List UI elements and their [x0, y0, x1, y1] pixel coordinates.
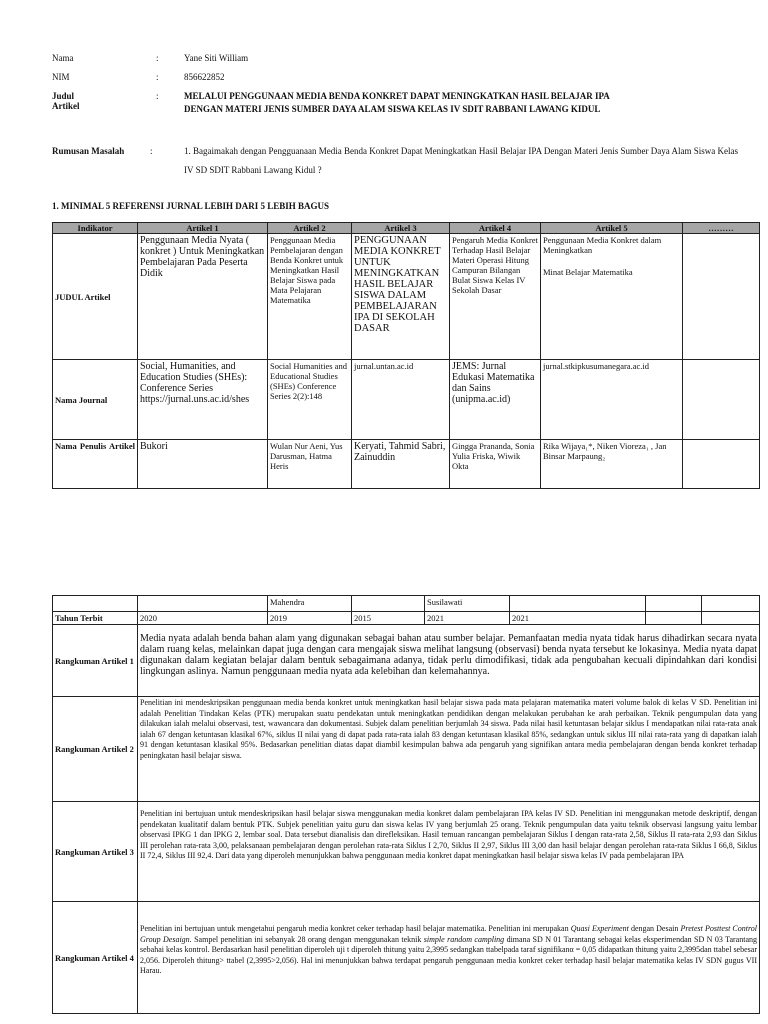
cell: Penggunaan Media Pembelajaran dengan Benda Konkret untuk Meningkatkan Hasil Belajar Siswa pada Mata Pelajaran Matematika [268, 234, 352, 360]
nama-label: Nama [52, 53, 74, 63]
summary-italic: simple random campling [423, 934, 505, 944]
reference-table [52, 222, 760, 489]
cell: jurnal.untan.ac.id [352, 360, 450, 440]
cell [702, 612, 760, 625]
cell: Rika Wijaya₁*, Niken Vioreza₁ , Jan Binsar Marpaung₂ [541, 440, 683, 489]
summary-text: dengan Desain [628, 924, 681, 933]
col-header: Indikator [53, 223, 138, 234]
row-label: Nama Journal [53, 360, 138, 440]
colon: : [156, 91, 159, 101]
col-header: ……… [683, 223, 760, 234]
summary-cell [138, 902, 760, 1014]
table-row [53, 440, 760, 489]
cell: Susilawati [425, 596, 510, 612]
summary-cell: Penelitian ini mendeskripsikan penggunaan media benda konkret untuk meningkatkan hasil belajar siswa pada mata pelajaran matematika materi volume balok di kelas V SD. Penelitian ini adalah Penelitian Tindakan Kelas (PTK) merupakan suatu pendekatan untuk meningkatkan pendidikan dengan melakukan perubahan ke arah perbaikan. Teknik pengumpulan data yang dilakukan ialah melalui observasi, test, wawancara dan dokumentasi. Subjek dalam penelitian berjumlah 34 siswa. Pada nilai hasil ketuntasan belajar siklus I mendapatkan nilai rata-rata anak ialah 67 dengan ketuntasan klasikal 67%, siklus II nilai yang di dapat pada rata-rata ialah 83 dengan ketuntasan klasikal 85%, sedangkan untuk siklus III nilai rata-rata yang di dapatkan ialah 91 dengan ketuntasan klasikal 95%. Bedasarkan penelitian diatas dapat diambil kesimpulan bahwa ada pengaruh yang signifikan antara media pembelajaran dengan benda konkret terhadap peningkatan hasil belajar siswa. [138, 697, 760, 802]
summary-cell: Media nyata adalah benda bahan alam yang digunakan sebagai bahan atau sumber belajar. Pemanfaatan media nyata tidak harus dihadirkan secara nyata dalam ruang kelas, melainkan dapat juga dengan cara mengajak siswa melihat langsung (observasi) benda nyata tersebut ke lokasinya. Media nyata dapat digunakan dalam kegiatan belajar dalam bentuk sebagaimana adanya, tidak perlu dimodifikasi, tidak ada pengubahan kecuali dipindahkan dari kondisi lingkungan aslinya. Namun penggunaan media nyata ada kelebihan dan kelemahannya. [138, 625, 760, 697]
cell: Bukori [138, 440, 268, 489]
summary-text: dimana SD N 01 Tarantang sebagai kelas eksperimendan SD N 03 Tarantang sebahai kelas kontrol. Berdasarkan hasil penelitian diperoleh uji t diperoleh thitung yaitu 2,3995 sedangkan ttabelpada taraf signifikanα = 0,05 didapatkan thitung yaitu 2,3995dan ttabel sebesar 2,056. Diperoleh thitung> ttabel (2,3995>2,056). Hal ini menunjukkan bahwa terdapat pengaruh penggunaan media konkret ceker terhadap hasil belajar matematika kelas IV SDN gugus VII Harau. [140, 934, 758, 975]
colon: : [156, 72, 159, 82]
cell [646, 612, 702, 625]
row-label: Rangkuman Artikel 1 [53, 625, 138, 697]
summary-cell: Penelitian ini bertujuan untuk mendeskripsikan hasil belajar siswa menggunakan media konkret dalam pembelajaran IPA kelas IV SD. Penelitian ini menggunakan metode deskriptif, dengan pendekatan kualitatif dalam bentuk PTK. Subjek penelitian yaitu guru dan siswa kelas IV yang berjumlah 25 orang. Teknik pengumpulan data yaitu teknik observasi langsung yaitu lembar observasi IPKG 1 dan IPKG 2, lembar soal. Data tersebut dianalisis dan direfleksikan. Hasil temuan rancangan pembelajaran Siklus I dengan rata-rata 2,58, Siklus II rata-rata 2,93 dan Siklus III perolehan rata-rata 3,00, pelaksanaan pembelajaran dengan perolehan rata-rata Siklus I 2,70, Siklus II 2,97, Siklus III 3,00 dan hasil belajar dengan perolehan rata-rata Siklus I 66,8, Siklus II 72,4, Siklus III 92,4. Dari data yang diperoleh menunjukkan bahwa penggunaan media konkret dapat meningkatkan hasil belajar siswa kelas IV pada pembelajaran IPA [138, 802, 760, 902]
summary-text: Sampel penelitian ini sebanyak 28 orang dengan menggunakan teknik [191, 934, 424, 944]
table-header-row [53, 223, 760, 234]
cell [646, 596, 702, 612]
cell [138, 596, 268, 612]
summary-italic: Pretest Posttest Control Group Desaign. [140, 924, 757, 944]
colon: : [156, 53, 159, 63]
table-row [53, 596, 760, 612]
table-row [53, 802, 760, 902]
cell: Wulan Nur Aeni, Yus Darusman, Hatma Heris [268, 440, 352, 489]
row-label: Rangkuman Artikel 3 [53, 802, 138, 902]
col-header: Artikel 5 [541, 223, 683, 234]
cell [53, 596, 138, 612]
nim-value: 856622852 [184, 72, 225, 82]
judul-line-2: DENGAN MATERI JENIS SUMBER DAYA ALAM SISWA KELAS IV SDIT RABBANI LAWANG KIDUL [184, 104, 601, 114]
summary-text: Penelitian ini bertujuan untuk mengetahui pengaruh media konkret ceker terhadap hasil belajar matematika. Penelitian ini merupakan [140, 924, 571, 933]
table-row [53, 612, 760, 625]
cell [683, 440, 760, 489]
rumusan-text: 1. Bagaimakah dengan Pengguanaan Media Benda Konkret Dapat Meningkatkan Hasil Belajar IPA Dengan Materi Jenis Sumber Daya Alam Siswa Kelas IV SD SDIT Rabbani Lawang Kidul ? [184, 146, 739, 175]
rumusan-label: Rumusan Masalah [52, 146, 125, 156]
table-row [53, 697, 760, 802]
cell: 2021 [510, 612, 646, 625]
cell: jurnal.stkipkusumanegara.ac.id [541, 360, 683, 440]
cell [510, 596, 646, 612]
judul-line-1: MELALUI PENGGUNAAN MEDIA BENDA KONKRET DAPAT MENINGKATKAN HASIL BELAJAR IPA [184, 91, 610, 101]
col-header: Artikel 1 [138, 223, 268, 234]
cell: Pengaruh Media Konkret Terhadap Hasil Belajar Materi Operasi Hitung Campuran Bilangan Bulat Siswa Kelas IV Sekolah Dasar [450, 234, 541, 360]
col-header: Artikel 3 [352, 223, 450, 234]
cell-line: Penggunaan Media Konkret dalam Meningkatkan [543, 235, 662, 255]
cell-line: Minat Belajar Matematika [543, 267, 633, 277]
row-label: Rangkuman Artikel 4 [53, 902, 138, 1014]
nim-label: NIM [52, 72, 70, 82]
row-label: Rangkuman Artikel 2 [53, 697, 138, 802]
colon: : [150, 146, 153, 156]
cell [352, 596, 425, 612]
cell [683, 234, 760, 360]
cell: Gingga Prananda, Sonia Yulia Friska, Wiwik Okta [450, 440, 541, 489]
reference-table-continued [52, 595, 760, 1014]
row-label: JUDUL Artikel [53, 234, 138, 360]
nama-value: Yane Siti William [184, 53, 249, 63]
cell: Penggunaan Media Nyata ( konkret ) Untuk Meningkatkan Pembelajaran Pada Peserta Didik [138, 234, 268, 360]
summary-italic: Quasi Experiment [570, 924, 629, 933]
row-label: Nama Penulis Artikel [53, 440, 138, 489]
cell: 2020 [138, 612, 268, 625]
cell: JEMS: Jurnal Edukasi Matematika dan Sains (unipma.ac.id) [450, 360, 541, 440]
row-label: Tahun Terbit [53, 612, 138, 625]
cell: Mahendra [268, 596, 352, 612]
judul-label: Judul Artikel [52, 91, 80, 111]
cell: Social, Humanities, and Education Studies (SHEs): Conference Series https://jurnal.uns.ac.id/shes [138, 360, 268, 440]
col-header: Artikel 2 [268, 223, 352, 234]
table-row [53, 360, 760, 440]
cell: 2015 [352, 612, 425, 625]
table-row [53, 625, 760, 697]
cell: PENGGUNAAN MEDIA KONKRET UNTUK MENINGKATKAN HASIL BELAJAR SISWA DALAM PEMBELAJARAN IPA DI SEKOLAH DASAR [352, 234, 450, 360]
cell [541, 234, 683, 360]
table-row [53, 902, 760, 1014]
cell: 2019 [268, 612, 352, 625]
cell: 2021 [425, 612, 510, 625]
cell [702, 596, 760, 612]
cell [683, 360, 760, 440]
col-header: Artikel 4 [450, 223, 541, 234]
section-title: 1. MINIMAL 5 REFERENSI JURNAL LEBIH DARI 5 LEBIH BAGUS [52, 201, 330, 211]
table-row [53, 234, 760, 360]
cell: Social Humanities and Educational Studies (SHEs) Conference Series 2(2):148 [268, 360, 352, 440]
cell: Keryati, Tahmid Sabri, Zainuddin [352, 440, 450, 489]
